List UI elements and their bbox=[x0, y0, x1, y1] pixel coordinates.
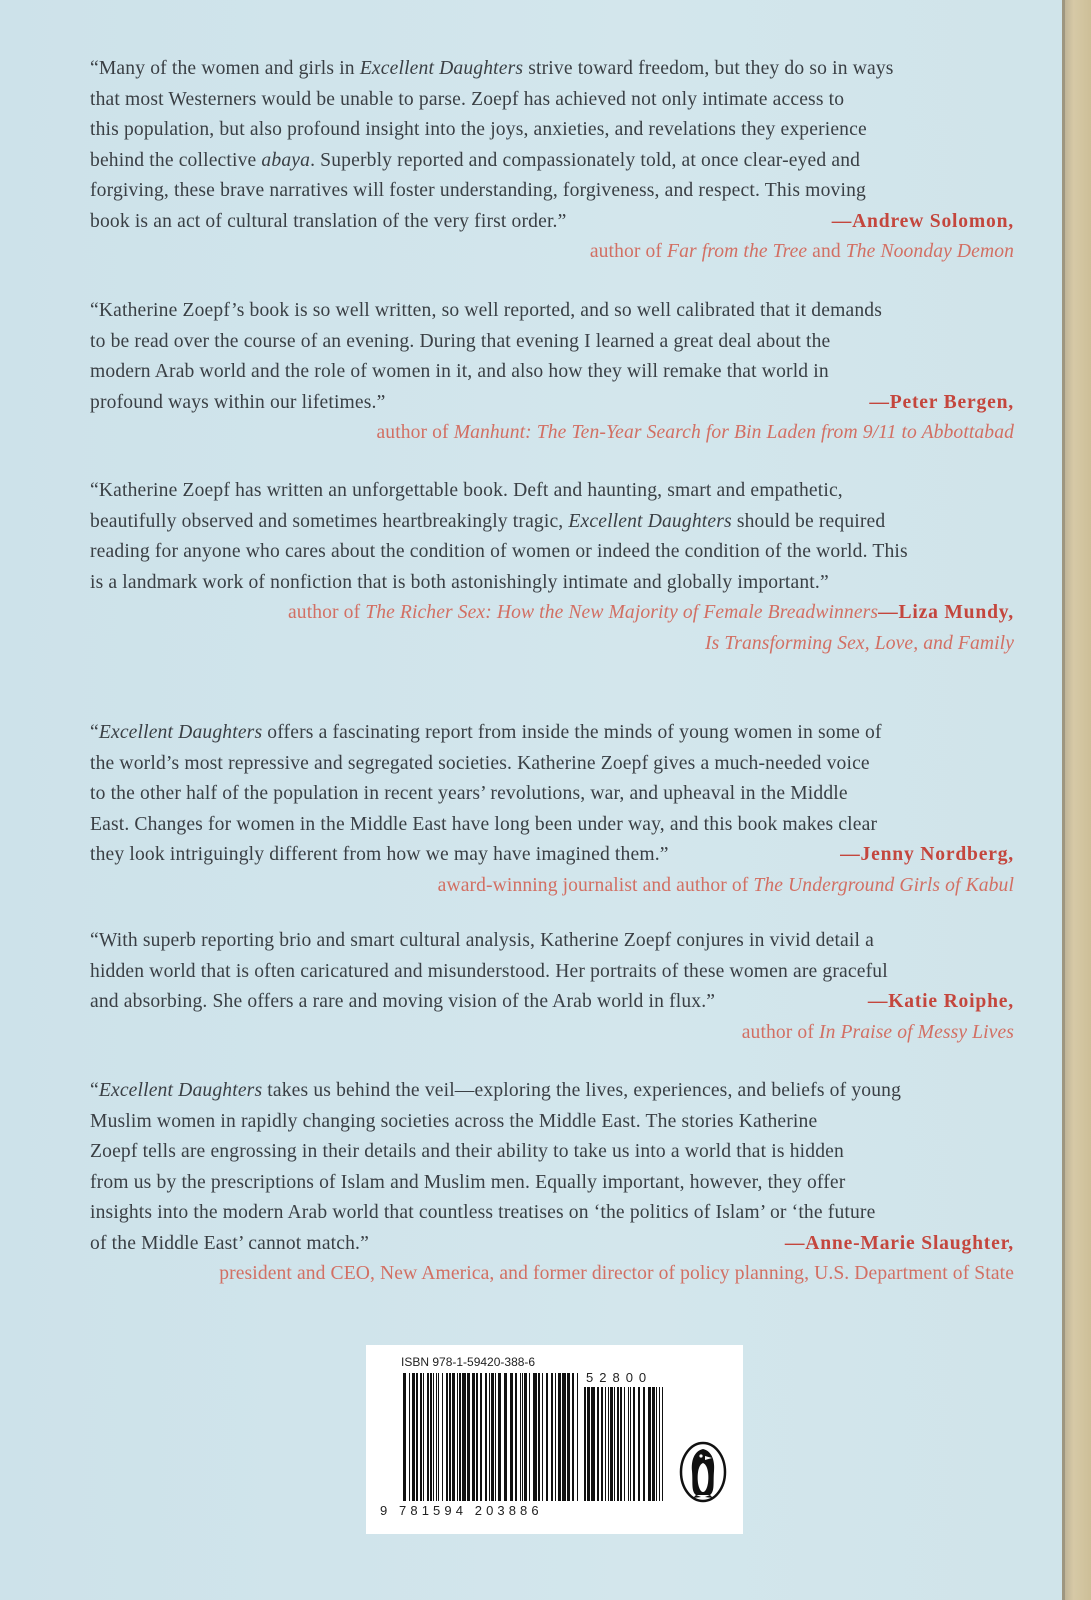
barcode-bar bbox=[416, 1373, 418, 1501]
text-run: offers a fascinating report from inside the minds of young women in some of bbox=[262, 722, 882, 743]
text-run: “Katherine Zoepf has written an unforgettable book. Deft and haunting, smart and empathetic, bbox=[90, 480, 843, 501]
barcode-bar bbox=[648, 1387, 651, 1501]
barcode-bar bbox=[480, 1373, 482, 1501]
quote-line bbox=[90, 568, 1014, 599]
italic-text: Excellent Daughters bbox=[98, 1080, 263, 1101]
barcode-bar bbox=[498, 1373, 501, 1501]
quote-line bbox=[90, 1137, 1014, 1168]
barcode-bar bbox=[624, 1387, 625, 1501]
barcode-bar bbox=[459, 1373, 461, 1501]
barcode-bar bbox=[597, 1387, 599, 1501]
text-run: takes us behind the veil—exploring the lives, experiences, and beliefs of young bbox=[262, 1080, 902, 1101]
text-run: the world’s most repressive and segregated societies. Katherine Zoepf gives a much-needed voice bbox=[90, 752, 870, 774]
penguin-logo-icon bbox=[679, 1441, 727, 1503]
attribution-credit bbox=[90, 598, 1014, 629]
text-run: president and CEO, New America, and former director of policy planning, U.S. Department of State bbox=[219, 1263, 1014, 1284]
quote-line bbox=[90, 1076, 1014, 1107]
text-run: is a landmark work of nonfiction that is both astonishingly intimate and globally important.” bbox=[90, 571, 829, 593]
barcode-bar bbox=[495, 1373, 496, 1501]
text-run: this population, but also profound insight into the joys, anxieties, and revelations they experience bbox=[90, 119, 867, 140]
barcode-bar bbox=[438, 1373, 439, 1501]
text-run: Zoepf tells are engrossing in their details and their ability to take us into a world that is hidden bbox=[90, 1141, 844, 1162]
italic-text: The Noonday Demon bbox=[845, 241, 1014, 262]
barcode-bar bbox=[522, 1373, 523, 1501]
quote-line bbox=[90, 115, 1014, 146]
quote-line bbox=[90, 327, 1014, 358]
barcode-bar bbox=[504, 1373, 507, 1501]
quote-line bbox=[90, 507, 1014, 538]
barcode-bar bbox=[462, 1373, 466, 1501]
barcode-bar bbox=[520, 1373, 521, 1501]
quote-line bbox=[90, 296, 1014, 327]
barcode-bar bbox=[605, 1387, 606, 1501]
barcode-bar bbox=[491, 1373, 494, 1501]
blurb-bergen bbox=[90, 296, 1014, 449]
barcode-digits: 9 781594 203886 bbox=[380, 1503, 543, 1518]
text-run: and absorbing. She offers a rare and moving vision of the Arab world in flux.” bbox=[90, 991, 716, 1012]
text-run: author of bbox=[589, 241, 668, 262]
quote-line bbox=[90, 388, 1014, 419]
barcode-bar bbox=[485, 1373, 487, 1501]
quote-line bbox=[90, 1198, 1014, 1229]
barcode-bar bbox=[614, 1387, 615, 1501]
text-run: author of bbox=[376, 422, 454, 443]
text-run: to be read over the course of an evening. During that evening I learned a great deal about the bbox=[90, 330, 831, 352]
barcode-bar bbox=[584, 1387, 586, 1501]
italic-text: Excellent Daughters bbox=[98, 722, 263, 743]
barcode-bar bbox=[656, 1387, 657, 1501]
attribution-name: —Liza Mundy, bbox=[878, 602, 1014, 623]
blurb-slaughter bbox=[90, 1076, 1014, 1290]
attribution-name: —Andrew Solomon, bbox=[831, 210, 1014, 232]
quote-line bbox=[90, 1168, 1014, 1199]
attribution-name: —Peter Bergen, bbox=[869, 391, 1014, 413]
barcode-bar bbox=[412, 1373, 415, 1501]
barcode-bar bbox=[538, 1373, 540, 1501]
italic-text: Is Transforming Sex, Love, and Family bbox=[704, 632, 1014, 654]
barcode-bar bbox=[476, 1373, 478, 1501]
isbn-label: ISBN 978-1-59420-388-6 bbox=[401, 1355, 536, 1369]
barcode-bar bbox=[542, 1373, 543, 1501]
barcode-bar bbox=[617, 1387, 619, 1501]
quote-line bbox=[90, 85, 1014, 116]
text-run: “Many of the women and girls in bbox=[90, 58, 360, 79]
barcode-bar bbox=[433, 1373, 434, 1501]
text-run: behind the collective bbox=[90, 149, 262, 171]
barcode-bar bbox=[546, 1373, 548, 1501]
barcode-bar bbox=[510, 1373, 513, 1501]
italic-text: Excellent Daughters bbox=[568, 510, 732, 532]
barcode-bar bbox=[601, 1387, 603, 1501]
attribution-name: —Katie Roiphe, bbox=[867, 991, 1014, 1012]
quote-line bbox=[90, 840, 1014, 871]
attribution-name: —Anne-Marie Slaughter, bbox=[784, 1232, 1014, 1254]
quote-line bbox=[90, 176, 1014, 207]
barcode-bar bbox=[452, 1373, 455, 1501]
barcode-bar bbox=[567, 1373, 570, 1501]
barcode-bar bbox=[638, 1387, 640, 1501]
quote-line bbox=[90, 1107, 1014, 1138]
text-run: forgiving, these brave narratives will foster understanding, forgiveness, and respect. This moving bbox=[90, 180, 866, 201]
italic-text: abaya bbox=[261, 149, 311, 171]
barcode-bar bbox=[620, 1387, 622, 1501]
barcode-bar bbox=[472, 1373, 475, 1501]
barcode-bar bbox=[442, 1373, 443, 1501]
italic-text: In Praise of Messy Lives bbox=[818, 1021, 1014, 1043]
quote-line bbox=[90, 537, 1014, 568]
text-run: author of bbox=[288, 602, 366, 623]
barcode-bar bbox=[403, 1373, 406, 1501]
barcode-bar bbox=[628, 1387, 629, 1501]
barcode-bar bbox=[562, 1373, 566, 1501]
text-run: that most Westerners would be unable to parse. Zoepf has achieved not only intimate access to bbox=[90, 88, 845, 110]
barcode-bar bbox=[420, 1373, 422, 1501]
quote-line bbox=[90, 926, 1014, 957]
text-run: modern Arab world and the role of women in it, and also how they will remake that world in bbox=[90, 361, 829, 382]
attribution-name: —Jenny Nordberg, bbox=[840, 844, 1014, 865]
blurb-solomon bbox=[90, 54, 1014, 268]
barcode-bar bbox=[467, 1373, 470, 1501]
barcode-bar bbox=[436, 1373, 437, 1501]
attribution-credit bbox=[90, 418, 1014, 449]
barcode-bar bbox=[643, 1387, 645, 1501]
blurb-mundy bbox=[90, 476, 1014, 659]
blurb-roiphe bbox=[90, 926, 1014, 1048]
barcode-bar bbox=[587, 1387, 590, 1501]
barcode-bar bbox=[591, 1387, 595, 1501]
quote-line bbox=[90, 718, 1014, 749]
quote-line bbox=[90, 146, 1014, 177]
quote-line bbox=[90, 749, 1014, 780]
barcode-bar bbox=[633, 1387, 635, 1501]
quote-line bbox=[90, 779, 1014, 810]
italic-text: The Richer Sex: How the New Majority of Female Breadwinners bbox=[365, 602, 879, 623]
quote-line bbox=[90, 476, 1014, 507]
quote-line bbox=[90, 1229, 1014, 1260]
attribution-credit bbox=[90, 1259, 1014, 1290]
text-run: from us by the prescriptions of Islam and Muslim men. Equally important, however, they offer bbox=[90, 1171, 846, 1193]
barcode-bar bbox=[533, 1373, 537, 1501]
barcode-panel bbox=[366, 1345, 743, 1534]
text-run: “ bbox=[90, 722, 99, 743]
barcode-bar bbox=[427, 1373, 429, 1501]
italic-text: The Underground Girls of Kabul bbox=[753, 874, 1014, 896]
barcode-bar bbox=[515, 1373, 517, 1501]
quote-line bbox=[90, 810, 1014, 841]
text-run: East. Changes for women in the Middle East have long been under way, and this book makes clear bbox=[90, 813, 878, 835]
quote-line bbox=[90, 357, 1014, 388]
text-run: author of bbox=[741, 1021, 819, 1043]
spine-edge bbox=[1062, 0, 1091, 1600]
barcode-bar bbox=[577, 1373, 578, 1501]
barcode-bar bbox=[662, 1387, 663, 1501]
attribution-credit bbox=[90, 237, 1014, 268]
text-run: “Katherine Zoepf’s book is so well written, so well reported, and so well calibrated that it demands bbox=[90, 300, 882, 321]
quote-line bbox=[90, 957, 1014, 988]
text-run: “ bbox=[90, 1080, 99, 1101]
attribution-credit bbox=[90, 629, 1014, 660]
barcode-bar bbox=[555, 1373, 556, 1501]
barcode-bar bbox=[529, 1373, 530, 1501]
text-run: insights into the modern Arab world that countless treatises on ‘the politics of Islam’ or ‘the future bbox=[90, 1202, 876, 1223]
blurb-nordberg bbox=[90, 718, 1014, 901]
price-addon-digits: 52800 bbox=[586, 1370, 653, 1385]
barcode-bar bbox=[551, 1373, 553, 1501]
text-run: Muslim women in rapidly changing societies across the Middle East. The stories Katherine bbox=[90, 1110, 818, 1132]
barcode-bar bbox=[572, 1373, 574, 1501]
price-addon-barcode bbox=[584, 1387, 666, 1501]
text-run: strive toward freedom, but they do so in ways bbox=[523, 58, 894, 79]
barcode-bar bbox=[489, 1373, 490, 1501]
barcode-bar bbox=[409, 1373, 410, 1501]
text-run: beautifully observed and sometimes heartbreakingly tragic, bbox=[90, 510, 569, 532]
barcode-bar bbox=[423, 1373, 424, 1501]
text-run: reading for anyone who cares about the condition of women or indeed the condition of the world. This bbox=[90, 541, 908, 562]
quote-line bbox=[90, 987, 1014, 1018]
barcode-bar bbox=[430, 1373, 432, 1501]
text-run: profound ways within our lifetimes.” bbox=[90, 391, 386, 413]
text-run: . Superbly reported and compassionately told, at once clear-eyed and bbox=[310, 149, 861, 171]
italic-text: Far from the Tree bbox=[667, 241, 808, 262]
text-run: book is an act of cultural translation of the very first order.” bbox=[90, 210, 567, 232]
barcode-bar bbox=[457, 1373, 458, 1501]
text-run: hidden world that is often caricatured and misunderstood. Her portraits of these women are graceful bbox=[90, 960, 888, 982]
barcode-bar bbox=[446, 1373, 448, 1501]
barcode-bar bbox=[558, 1373, 561, 1501]
text-run: of the Middle East’ cannot match.” bbox=[90, 1232, 369, 1254]
text-run: they look intriguingly different from how we may have imagined them.” bbox=[90, 844, 669, 865]
quote-line bbox=[90, 207, 1014, 238]
barcode-bar bbox=[524, 1373, 527, 1501]
text-run: “With superb reporting brio and smart cultural analysis, Katherine Zoepf conjures in vivid detail a bbox=[90, 930, 874, 951]
text-run: award-winning journalist and author of bbox=[437, 874, 754, 896]
italic-text: Excellent Daughters bbox=[359, 58, 524, 79]
attribution-credit bbox=[90, 1018, 1014, 1049]
barcode-bar bbox=[610, 1387, 613, 1501]
text-run: to the other half of the population in recent years’ revolutions, war, and upheaval in the Middle bbox=[90, 783, 848, 804]
barcode-bar bbox=[449, 1373, 451, 1501]
barcode-bar bbox=[659, 1387, 660, 1501]
barcode-bar bbox=[652, 1387, 655, 1501]
text-run: and bbox=[807, 241, 846, 262]
italic-text: Manhunt: The Ten-Year Search for Bin Laden from 9/11 to Abbottabad bbox=[453, 422, 1014, 443]
attribution-credit bbox=[90, 871, 1014, 902]
isbn-barcode bbox=[403, 1373, 581, 1501]
barcode-bar bbox=[630, 1387, 631, 1501]
quote-line bbox=[90, 54, 1014, 85]
text-run: should be required bbox=[731, 510, 886, 532]
barcode-bar bbox=[608, 1387, 609, 1501]
